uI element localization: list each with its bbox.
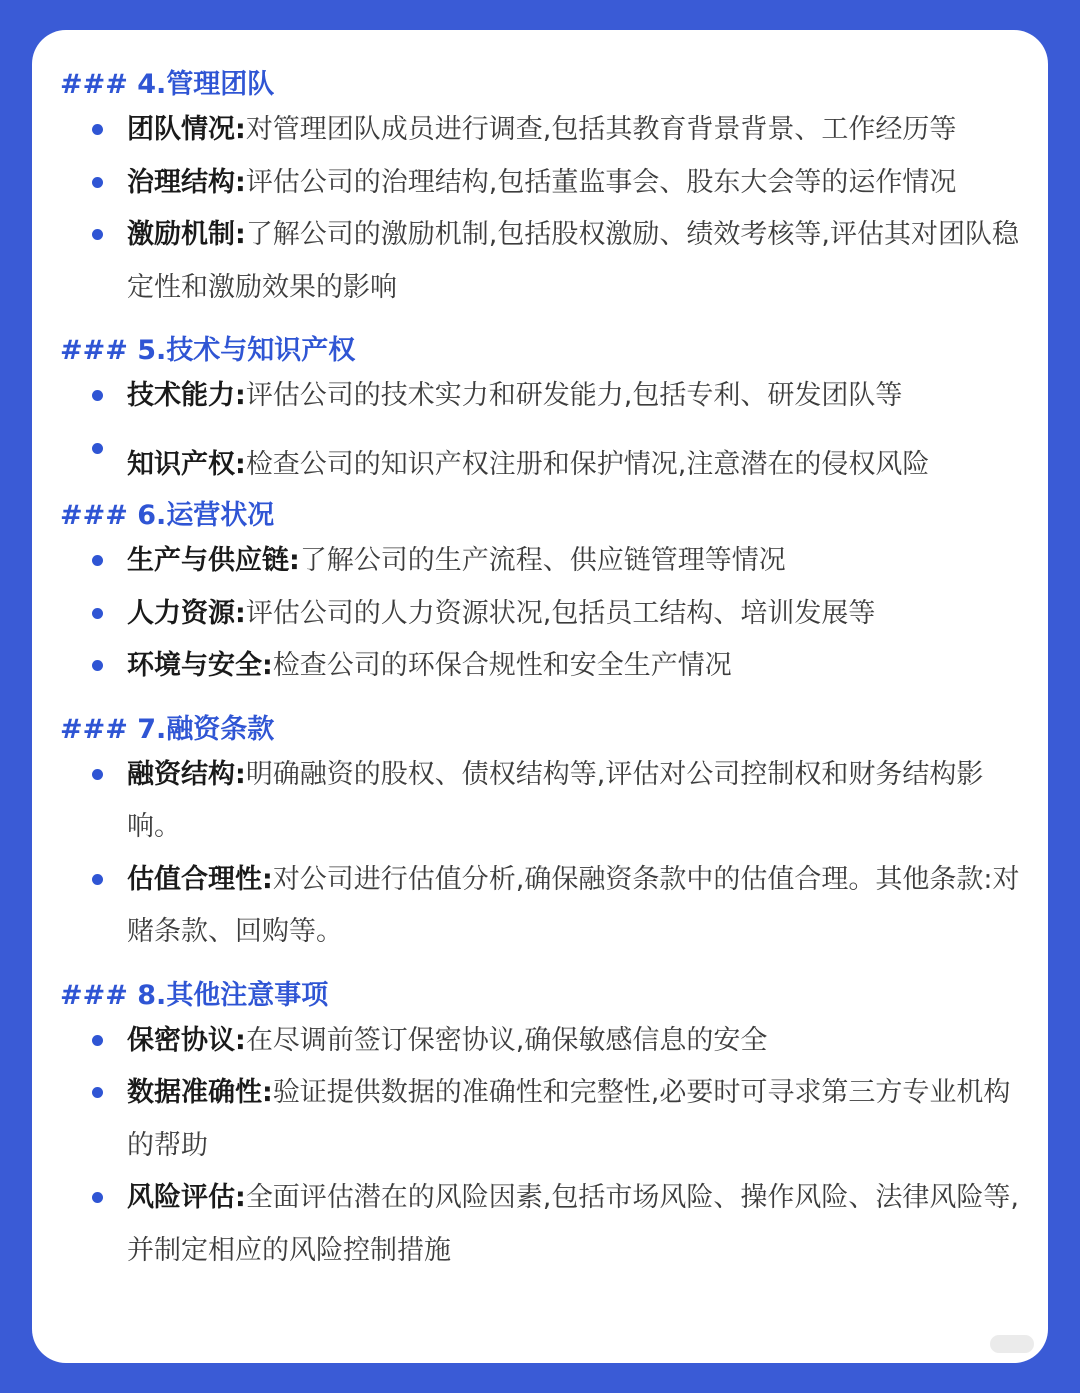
- item-list: [60, 1015, 1020, 1278]
- section-financing-terms: [60, 711, 1020, 959]
- bullet-dot-icon: [92, 608, 103, 619]
- item-list: [60, 535, 1020, 693]
- item-key: 数据准确性:: [127, 1077, 273, 1108]
- section-heading: ### 8.其他注意事项: [60, 979, 329, 1011]
- list-item: [60, 749, 1020, 854]
- bullet-dot-icon: [92, 1087, 103, 1098]
- bullet-dot-icon: [92, 1192, 103, 1203]
- item-key: 保密协议:: [127, 1024, 246, 1056]
- list-item: [60, 370, 1020, 423]
- section-management-team: [60, 66, 1020, 314]
- list-item: [60, 439, 1020, 492]
- item-desc: 检查公司的环保合规性和安全生产情况: [272, 650, 732, 681]
- item-desc: 了解公司的激励机制,包括股权激励、绩效考核等,评估其对团队稳定性和激励效果的影响: [127, 219, 1019, 303]
- section-heading: ### 7.融资条款: [60, 713, 275, 745]
- item-desc: 评估公司的人力资源状况,包括员工结构、培训发展等: [245, 597, 876, 629]
- list-item: [60, 1067, 1020, 1172]
- item-list: [60, 370, 1020, 491]
- bullet-dot-icon: [92, 769, 103, 780]
- item-key: 人力资源:: [127, 597, 246, 629]
- item-key: 治理结构:: [127, 166, 246, 198]
- bullet-dot-icon: [92, 177, 103, 188]
- list-item: [60, 640, 1020, 693]
- item-desc: 明确融资的股权、债权结构等,评估对公司控制权和财务结构影响。: [127, 758, 984, 842]
- watermark-badge: [990, 1335, 1034, 1353]
- bullet-dot-icon: [92, 555, 103, 566]
- item-desc: 对管理团队成员进行调查,包括其教育背景背景、工作经历等: [245, 114, 957, 145]
- list-item: [60, 104, 1020, 157]
- item-key: 团队情况:: [127, 114, 246, 145]
- bullet-dot-icon: [92, 1035, 103, 1046]
- bullet-dot-icon: [92, 443, 103, 454]
- section-heading: ### 6.运营状况: [60, 500, 275, 531]
- item-key: 融资结构:: [127, 758, 246, 790]
- item-key: 风险评估:: [127, 1182, 246, 1213]
- item-key: 估值合理性:: [127, 863, 273, 895]
- list-item: [60, 157, 1020, 210]
- item-desc: 验证提供数据的准确性和完整性,必要时可寻求第三方专业机构的帮助: [127, 1077, 1011, 1161]
- item-desc: 在尽调前签订保密协议,确保敏感信息的安全: [245, 1024, 768, 1056]
- bullet-dot-icon: [92, 390, 103, 401]
- item-desc: 评估公司的技术实力和研发能力,包括专利、研发团队等: [245, 380, 903, 411]
- item-key: 生产与供应链:: [127, 545, 300, 576]
- list-item: [60, 1172, 1020, 1277]
- content-card: [32, 30, 1048, 1363]
- item-desc: 评估公司的治理结构,包括董监事会、股东大会等的运作情况: [245, 166, 957, 198]
- item-list: [60, 749, 1020, 959]
- item-key: 知识产权:: [127, 448, 246, 480]
- item-key: 激励机制:: [127, 219, 246, 250]
- bullet-dot-icon: [92, 874, 103, 885]
- list-item: [60, 209, 1020, 314]
- item-desc: 全面评估潜在的风险因素,包括市场风险、操作风险、法律风险等,并制定相应的风险控制措施: [127, 1182, 1019, 1266]
- list-item: [60, 535, 1020, 588]
- section-heading: ### 5.技术与知识产权: [60, 335, 356, 366]
- item-key: 技术能力:: [127, 380, 246, 411]
- bullet-dot-icon: [92, 660, 103, 671]
- list-item: [60, 588, 1020, 641]
- item-desc: 对公司进行估值分析,确保融资条款中的估值合理。其他条款:对赌条款、回购等。: [127, 863, 1020, 947]
- section-other-notes: [60, 977, 1020, 1278]
- item-key: 环境与安全:: [127, 650, 273, 681]
- section-heading: ### 4.管理团队: [60, 69, 275, 100]
- item-desc: 检查公司的知识产权注册和保护情况,注意潜在的侵权风险: [245, 448, 930, 480]
- item-desc: 了解公司的生产流程、供应链管理等情况: [299, 545, 786, 576]
- item-list: [60, 104, 1020, 314]
- bullet-dot-icon: [92, 124, 103, 135]
- list-item: [60, 854, 1020, 959]
- list-item: [60, 1015, 1020, 1068]
- section-operations: [60, 497, 1020, 693]
- bullet-dot-icon: [92, 229, 103, 240]
- section-tech-ip: [60, 332, 1020, 491]
